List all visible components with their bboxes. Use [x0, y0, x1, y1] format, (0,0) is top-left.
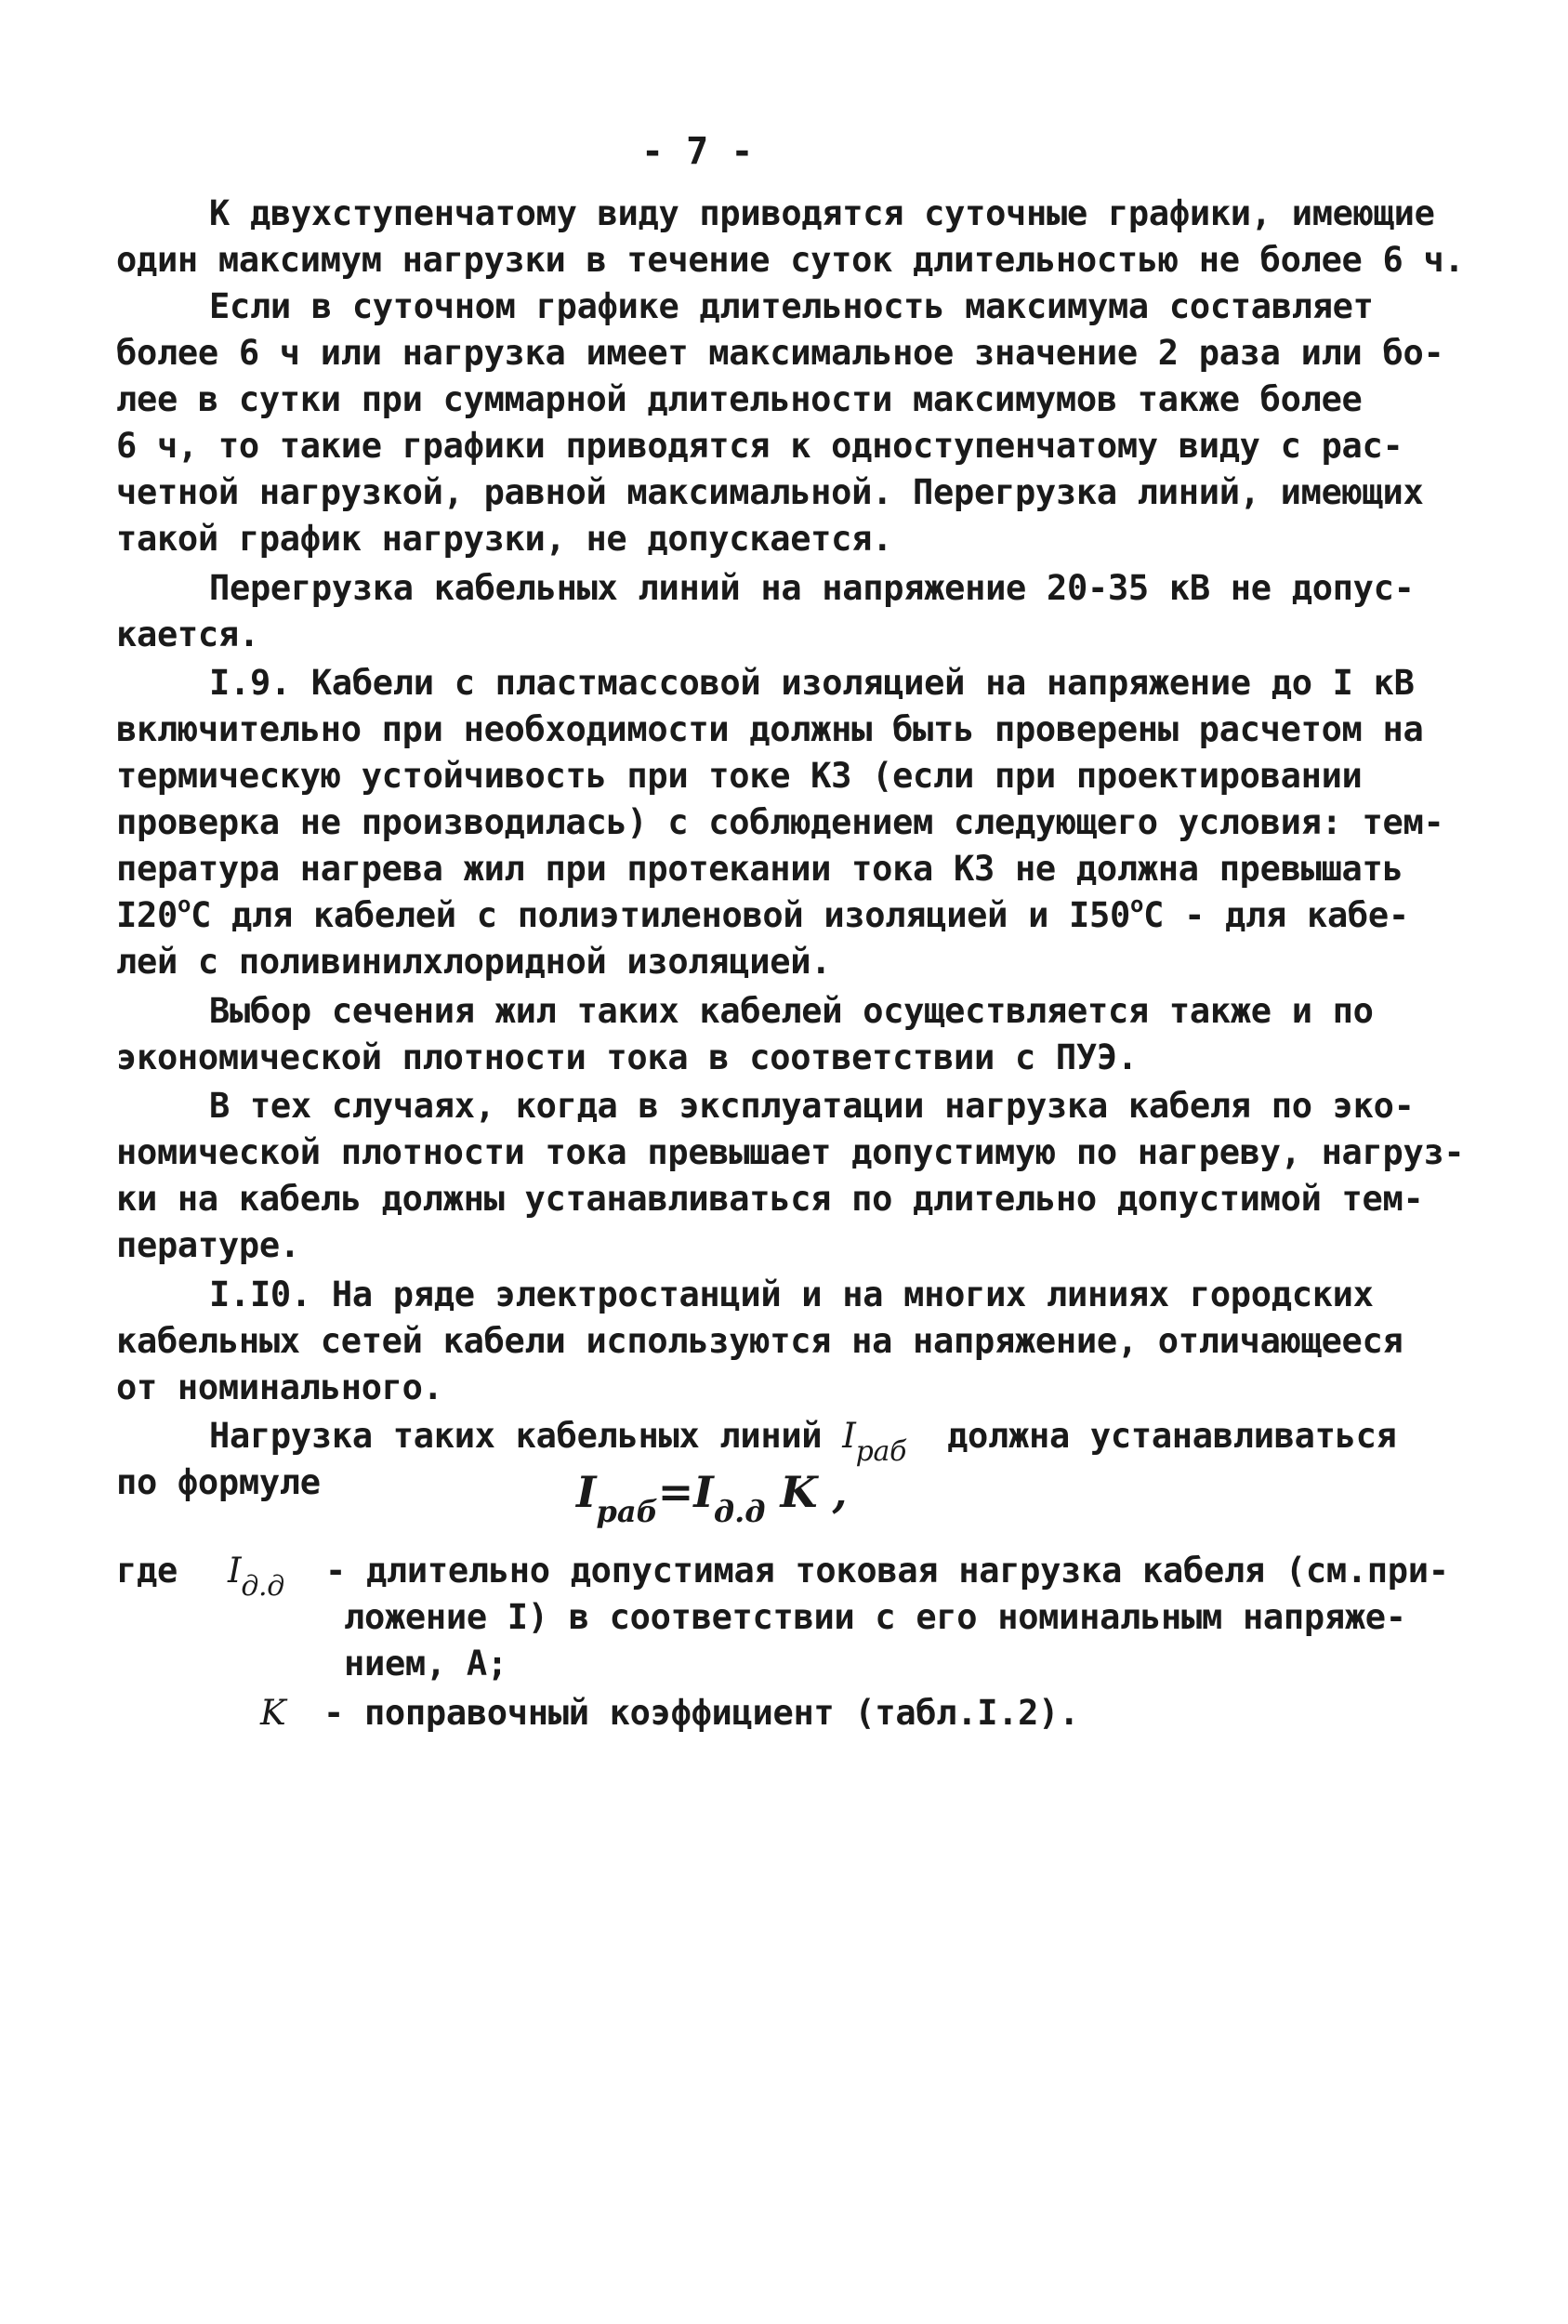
formula-comma: ,: [832, 1467, 848, 1517]
text-line: кается.: [116, 614, 259, 654]
text-line-with-degrees: [116, 892, 1409, 943]
formula: [576, 1464, 848, 1529]
text-line: ки на кабель должны устанавливаться по длительно допустимой тем-: [116, 1179, 1424, 1219]
text-line: I.9. Кабели с пластмассовой изоляцией на напряжение до I кВ: [209, 663, 1415, 703]
text-line: I.I0. На ряде электростанций и на многих линиях городских: [209, 1274, 1374, 1314]
formula-rhs-subscript: д.д: [713, 1494, 766, 1529]
degree-sign: o: [1130, 891, 1144, 918]
text-line-with-symbol: [209, 1413, 1397, 1468]
formula-coefficient: K: [780, 1467, 818, 1517]
text-fragment: C для кабелей с полиэтиленовой изоляцией и I50: [191, 895, 1130, 935]
text-line: пературе.: [116, 1225, 300, 1265]
text-line: более 6 ч или нагрузка имеет максимальное значение 2 раза или бо-: [116, 333, 1444, 373]
text-line: Выбор сечения жил таких кабелей осуществляется также и по: [209, 991, 1374, 1031]
definition-symbol: [228, 1548, 284, 1603]
text-line: лей с поливинилхлоридной изоляцией.: [116, 942, 832, 982]
text-line: лее в сутки при суммарной длительности максимумов также более: [116, 379, 1363, 419]
degree-sign: o: [177, 891, 191, 918]
where-label: где: [116, 1551, 178, 1591]
formula-equals: =: [657, 1467, 694, 1517]
current-symbol: I: [842, 1416, 856, 1456]
definition-current-symbol: I: [228, 1551, 242, 1591]
text-line: экономической плотности тока в соответствии с ПУЭ.: [116, 1037, 1138, 1077]
text-line: по формуле: [116, 1462, 321, 1502]
text-line: кабельных сетей кабели используются на напряжение, отличающееся: [116, 1321, 1403, 1361]
definition-text: ложение I) в соответствии с его номинальным напряже-: [344, 1597, 1406, 1637]
formula-lhs-symbol: I: [576, 1467, 597, 1517]
definition-text: нием, А;: [344, 1644, 507, 1684]
text-line: К двухступенчатому виду приводятся суточные графики, имеющие: [209, 193, 1435, 233]
text-fragment: C - для кабе-: [1143, 895, 1409, 935]
text-line: Перегрузка кабельных линий на напряжение 20-35 кВ не допус-: [209, 568, 1415, 608]
temperature-value: I20: [116, 895, 178, 935]
text-line: проверка не производилась) с соблюдением следующего условия: тем-: [116, 802, 1444, 842]
formula-rhs-symbol: I: [693, 1467, 714, 1517]
page-number: - 7 -: [641, 130, 754, 173]
text-line: термическую устойчивость при токе КЗ (если при проектировании: [116, 756, 1363, 796]
definition-current-subscript: д.д: [241, 1570, 284, 1603]
definition-text: - поправочный коэффициент (табл.I.2).: [323, 1693, 1080, 1733]
text-line: один максимум нагрузки в течение суток длительностью не более 6 ч.: [116, 240, 1465, 280]
text-line: Если в суточном графике длительность максимума составляет: [209, 286, 1374, 326]
text-line: номической плотности тока превышает допустимую по нагреву, нагруз-: [116, 1132, 1465, 1172]
definition-coefficient-symbol: [260, 1690, 285, 1736]
text-line: В тех случаях, когда в эксплуатации нагрузка кабеля по эко-: [209, 1086, 1415, 1126]
formula-lhs-subscript: раб: [596, 1494, 658, 1529]
text-line: такой график нагрузки, не допускается.: [116, 519, 893, 559]
text-line: включительно при необходимости должны быть проверены расчетом на: [116, 709, 1424, 749]
definition-text: - длительно допустимая токовая нагрузка кабеля (см.при-: [325, 1551, 1449, 1591]
current-subscript: раб: [855, 1435, 907, 1468]
text-fragment: Нагрузка таких кабельных линий: [209, 1416, 823, 1456]
text-line: пература нагрева жил при протекании тока КЗ не должна превышать: [116, 849, 1403, 889]
text-line: 6 ч, то такие графики приводятся к одноступенчатому виду с рас-: [116, 426, 1403, 466]
text-line: от номинального.: [116, 1367, 443, 1407]
text-fragment: должна устанавливаться: [947, 1416, 1397, 1456]
coefficient-symbol: K: [260, 1693, 286, 1733]
text-line: четной нагрузкой, равной максимальной. Перегрузка линий, имеющих: [116, 472, 1424, 512]
